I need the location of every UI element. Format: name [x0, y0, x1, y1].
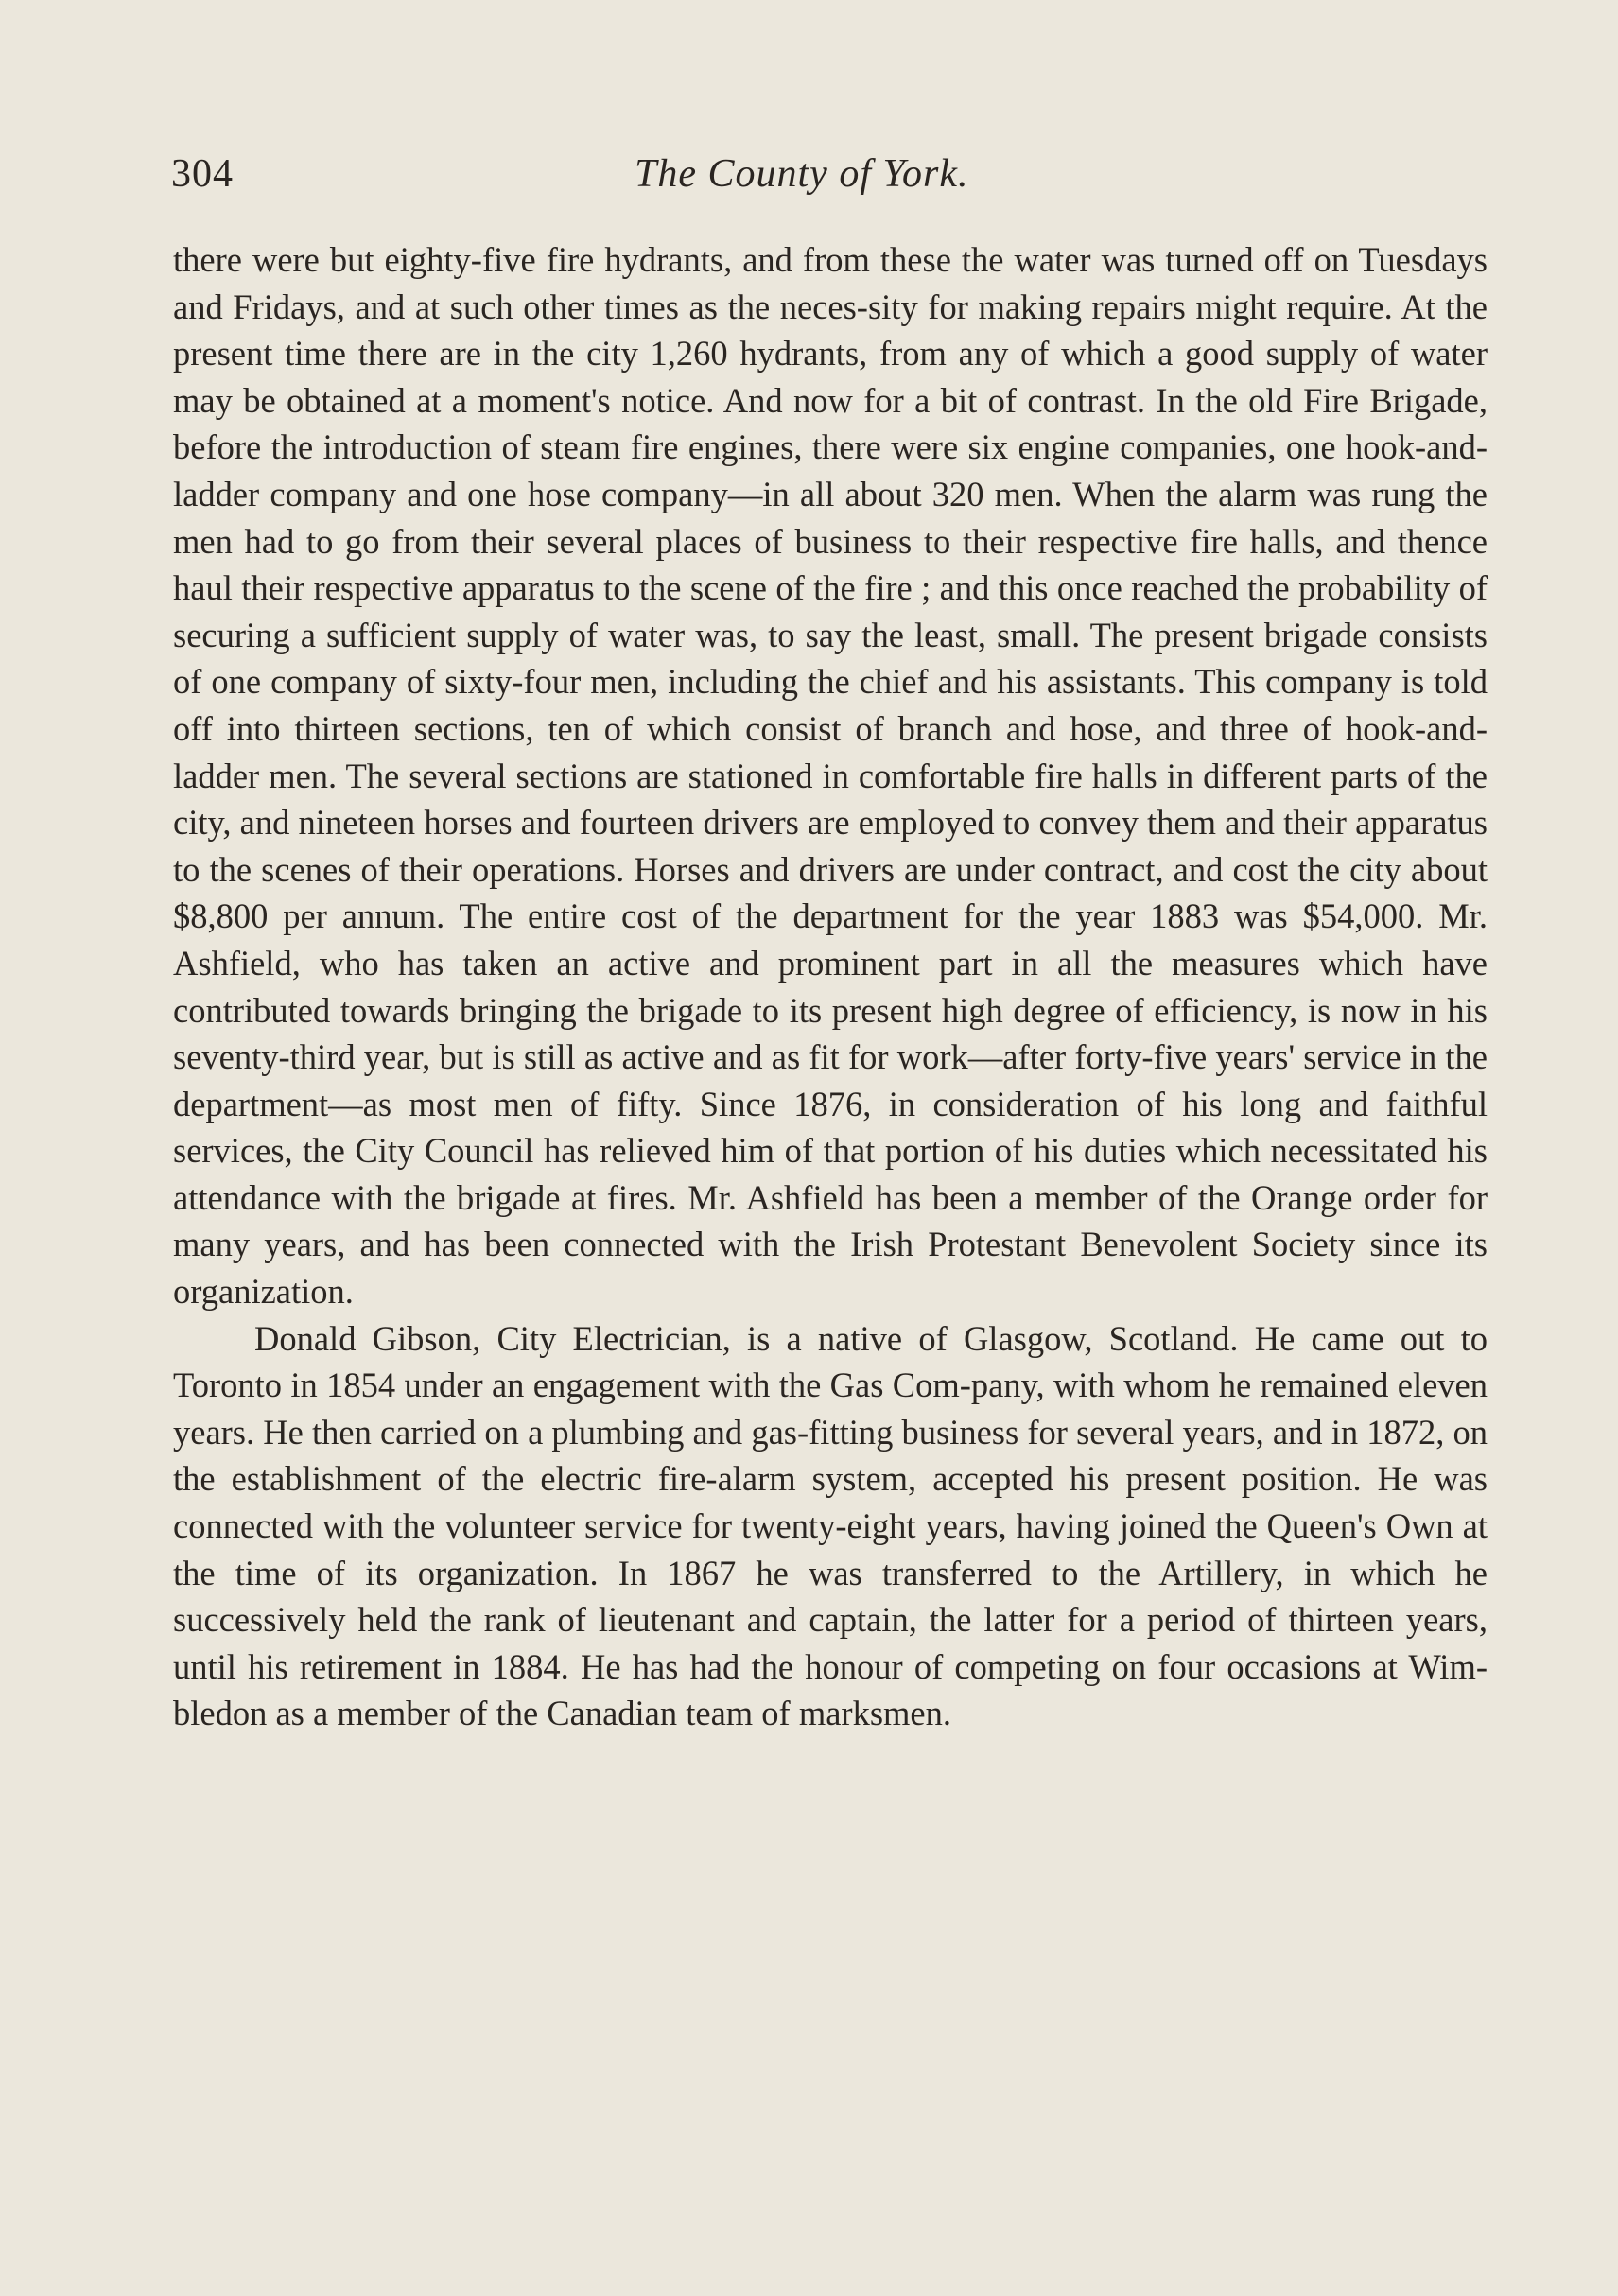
running-title: The County of York.: [635, 152, 969, 196]
paragraph-donald-gibson: Donald Gibson, City Electrician, is a native of Glasgow, Scotland. He came out to Toronto in 1854 under an engagement with the Gas Com-pany, with whom he remained eleven years. He then carried on a plumbing and gas-fitting business for several years, and in 1872, on the establishment of the electric fire-alarm system, accepted his present position. He was connected with the volunteer service for twenty-eight years, having joined the Queen's Own at the time of its organization. In 1867 he was transferred to the Artillery, in which he successively held the rank of lieutenant and captain, the latter for a period of thirteen years, until his retirement in 1884. He has had the honour of competing on four occasions at Wim-bledon as a member of the Canadian team of marksmen.: [173, 1318, 1488, 1733]
body-text: [173, 236, 1488, 1737]
paragraph-fire-brigade: there were but eighty-five fire hydrants, and from these the water was turned off on Tuesdays and Fridays, and at such other times as the neces-sity for making repairs might require. At the present time there are in the city 1,260 hydrants, from any of which a good supply of water may be obtained at a moment's notice. And now for a bit of contrast. In the old Fire Brigade, before the introduction of steam fire engines, there were six engine companies, one hook-and-ladder company and one hose company—in all about 320 men. When the alarm was rung the men had to go from their several places of business to their respective fire halls, and thence haul their respective apparatus to the scene of the fire ; and this once reached the probability of securing a sufficient supply of water was, to say the least, small. The present brigade consists of one company of sixty-four men, including the chief and his assistants. This company is told off into thirteen sections, ten of which consist of branch and hose, and three of hook-and-ladder men. The several sections are stationed in comfortable fire halls in different parts of the city, and nineteen horses and fourteen drivers are employed to convey them and their apparatus to the scenes of their operations. Horses and drivers are under contract, and cost the city about $8,800 per annum. The entire cost of the department for the year 1883 was $54,000. Mr. Ashfield, who has taken an active and prominent part in all the measures which have contributed towards bringing the brigade to its present high degree of efficiency, is now in his seventy-third year, but is still as active and as fit for work—after forty-five years' service in the department—as most men of fifty. Since 1876, in consideration of his long and faithful services, the City Council has relieved him of that portion of his duties which necessitated his attendance with the brigade at fires. Mr. Ashfield has been a member of the Orange order for many years, and has been connected with the Irish Protestant Benevolent Society since its organization.: [173, 240, 1488, 1312]
page-header: [171, 151, 1486, 208]
page-number: 304: [171, 152, 234, 196]
